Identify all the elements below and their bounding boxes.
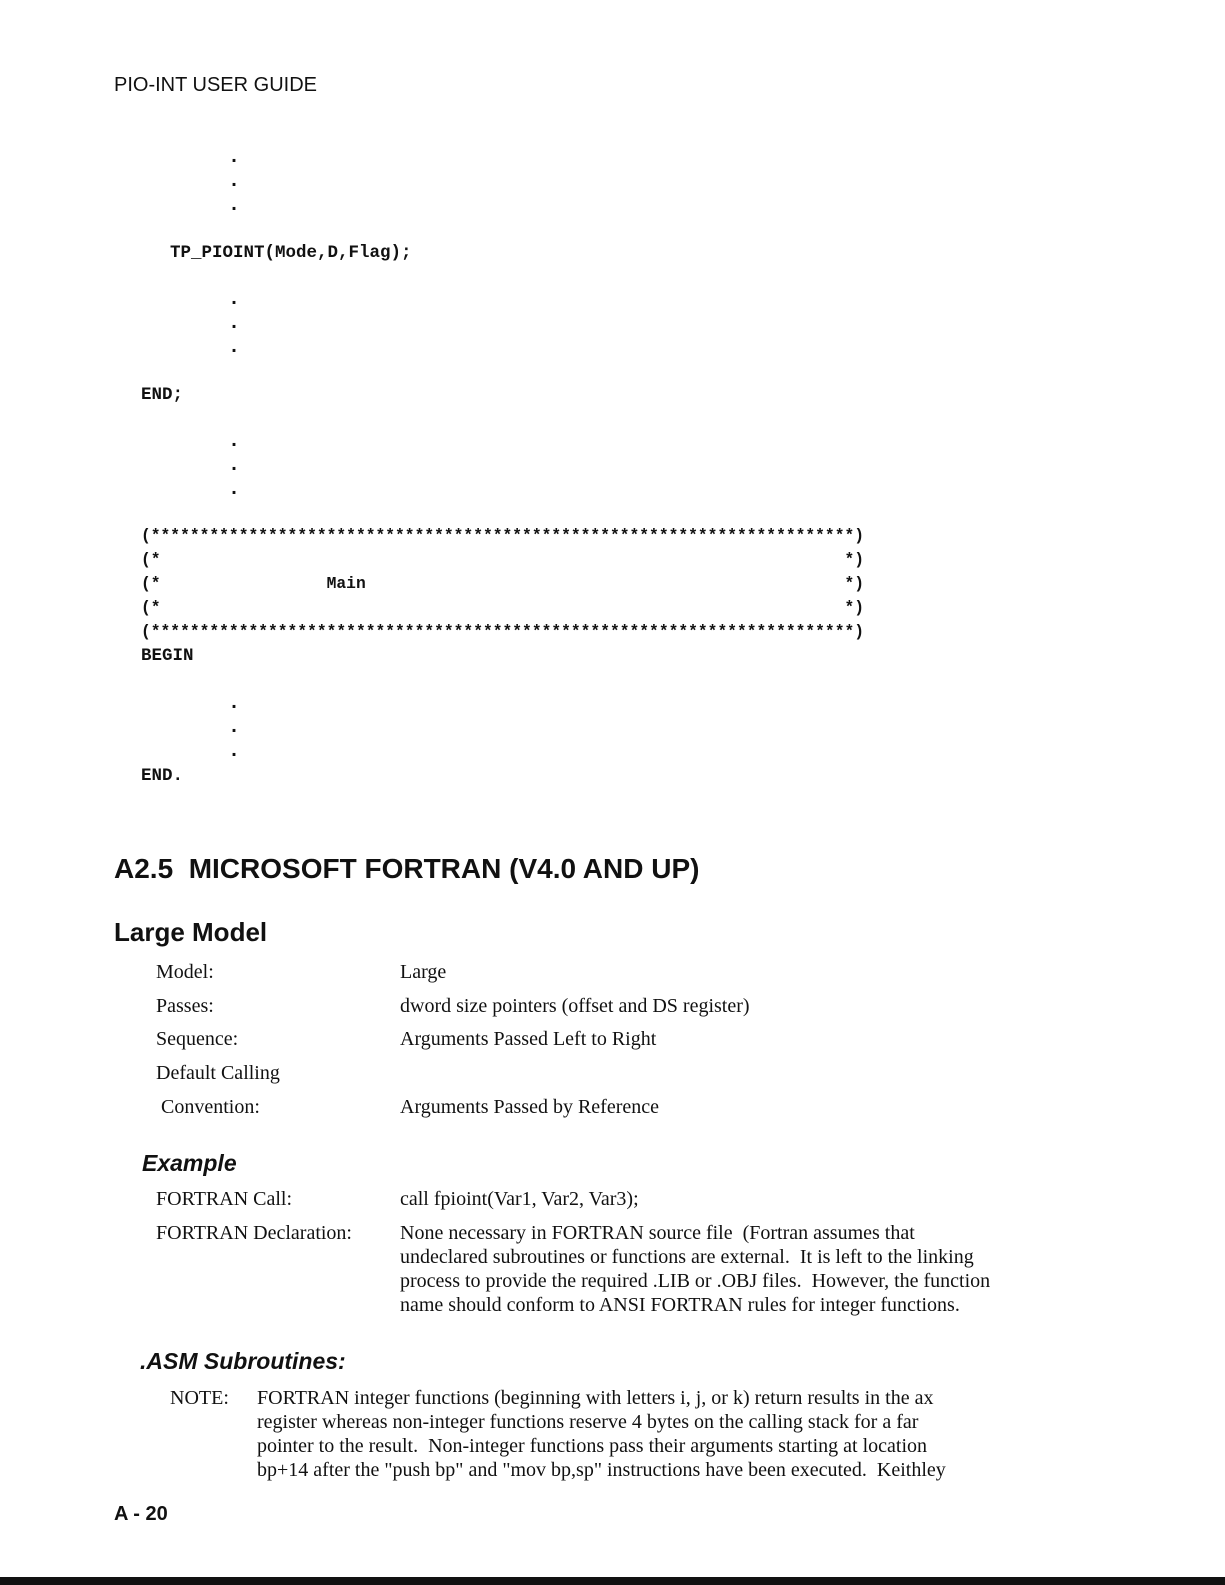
note-line: pointer to the result. Non-integer functions pass their arguments starting at location <box>257 1435 928 1457</box>
subsection-title: Large Model <box>114 917 268 947</box>
fortran-call-label: FORTRAN Call: <box>156 1188 293 1210</box>
code-begin: BEGIN <box>141 646 194 666</box>
ellipsis-dot: . <box>228 692 241 715</box>
code-call-line: TP_PIOINT(Mode,D,Flag); <box>170 243 412 263</box>
ellipsis-dot: . <box>228 336 241 359</box>
ellipsis-dot: . <box>228 740 241 763</box>
bottom-scan-edge <box>0 1577 1225 1585</box>
declaration-line: None necessary in FORTRAN source file (Fortran assumes that <box>400 1222 915 1244</box>
declaration-line: name should conform to ANSI FORTRAN rules for integer functions. <box>400 1294 960 1316</box>
banner-bottom: (************************************************************************) <box>141 622 865 641</box>
sequence-label: Sequence: <box>156 1028 239 1050</box>
passes-label: Passes: <box>156 995 214 1017</box>
page-number: A - 20 <box>114 1503 168 1525</box>
ellipsis-dot: . <box>228 288 241 311</box>
note-label: NOTE: <box>170 1387 229 1409</box>
code-end-proc: END; <box>141 385 184 405</box>
ellipsis-dot: . <box>228 478 241 501</box>
note-line: bp+14 after the "push bp" and "mov bp,sp" instructions have been executed. Keithley <box>257 1459 946 1481</box>
passes-value: dword size pointers (offset and DS register) <box>400 995 750 1017</box>
model-value: Large <box>400 961 447 983</box>
banner-main: (* Main *) <box>141 574 865 593</box>
fortran-declaration-label: FORTRAN Declaration: <box>156 1222 352 1244</box>
ellipsis-dot: . <box>228 194 241 217</box>
running-header: PIO-INT USER GUIDE <box>114 74 317 96</box>
ellipsis-dot: . <box>228 454 241 477</box>
ellipsis-dot: . <box>228 716 241 739</box>
default-calling-label: Default Calling <box>156 1062 280 1084</box>
banner-top: (************************************************************************) <box>141 526 865 545</box>
ellipsis-dot: . <box>228 312 241 335</box>
section-title: A2.5 MICROSOFT FORTRAN (V4.0 AND UP) <box>114 853 700 884</box>
code-end-prog: END. <box>141 766 184 786</box>
example-heading: Example <box>142 1150 237 1176</box>
fortran-call-value: call fpioint(Var1, Var2, Var3); <box>400 1188 639 1210</box>
note-line: register whereas non-integer functions reserve 4 bytes on the calling stack for a far <box>257 1411 919 1433</box>
model-label: Model: <box>156 961 214 983</box>
banner-blank: (* *) <box>141 550 865 569</box>
ellipsis-dot: . <box>228 146 241 169</box>
declaration-line: process to provide the required .LIB or .OBJ files. However, the function <box>400 1270 991 1292</box>
convention-value: Arguments Passed by Reference <box>400 1096 660 1118</box>
ellipsis-dot: . <box>228 170 241 193</box>
ellipsis-dot: . <box>228 430 241 453</box>
banner-blank: (* *) <box>141 598 865 617</box>
asm-heading: .ASM Subroutines: <box>140 1348 346 1374</box>
convention-label: Convention: <box>156 1096 260 1118</box>
declaration-line: undeclared subroutines or functions are external. It is left to the linking <box>400 1246 974 1268</box>
sequence-value: Arguments Passed Left to Right <box>400 1028 657 1050</box>
note-line: FORTRAN integer functions (beginning with letters i, j, or k) return results in the ax <box>257 1387 934 1409</box>
